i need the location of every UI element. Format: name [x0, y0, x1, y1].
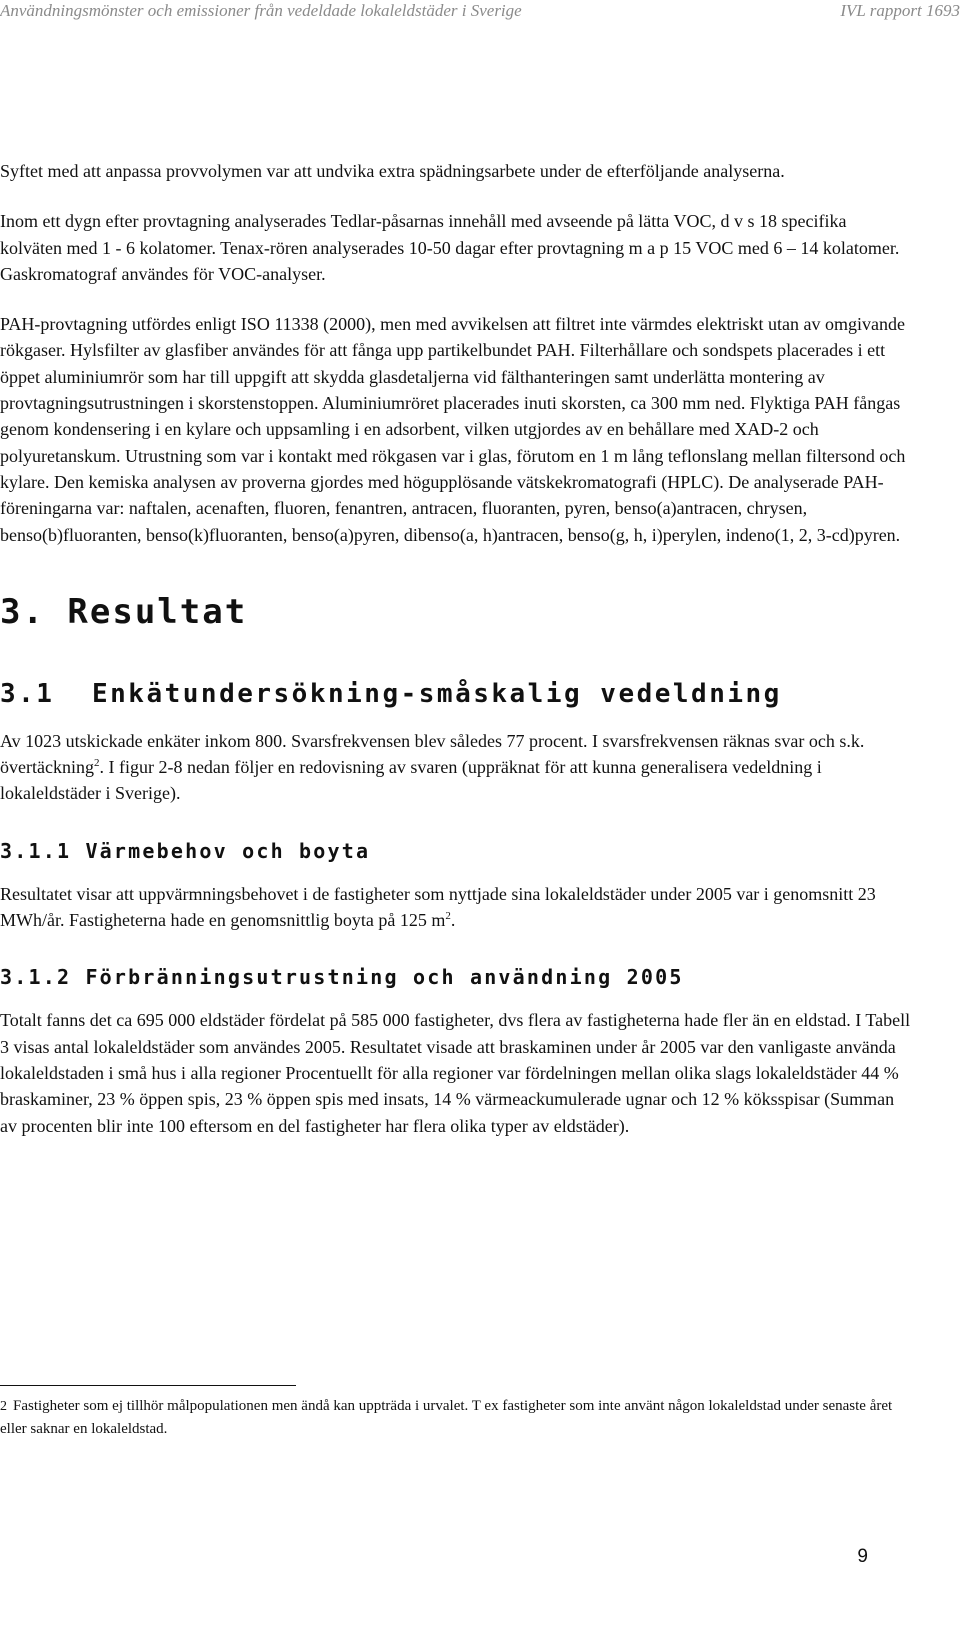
footnote-divider [0, 1385, 296, 1386]
page-body [0, 158, 912, 1163]
header-report-title: Användningsmönster och emissioner från vedeldade lokaleldstäder i Sverige [0, 1, 522, 20]
footnote-reference: 2 [93, 757, 100, 770]
running-header [0, 0, 960, 26]
paragraph-pah-sampling: PAH-provtagning utfördes enligt ISO 11338 (2000), men med avvikelsen att filtret inte värmdes elektriskt utan av omgivande rökgaser. Hylsfilter av glasfiber användes för att fånga upp partikelbundet PAH. Filterhållare och sondspets placerades i ett öppet aluminiumrör som har till uppgift att skydda glasdetaljerna vid fälthanteringen samt underlätta montering av provtagningsutrustningen i skorstenstoppen. Aluminiumröret placerades inuti skorsten, ca 300 mm ned. Flyktiga PAH fångas genom kondensering i en kylare och uppsamling i en adsorbent, vilken utgjordes av en behållare med XAD-2 och polyuretanskum. Utrustning som var i kontakt med rökgasen var i glas, förutom en 1 m lång teflonslang mellan filtersond och kylare. Den kemiska analysen av proverna gjordes med högupplösande vätskekromatografi (HPLC). De analyserade PAH-föreningarna var: naftalen, acenaften, fluoren, fenantren, antracen, fluoranten, pyren, benso(a)antracen, chrysen, benso(b)fluoranten, benso(k)fluoranten, benso(a)pyren, dibenso(a, h)antracen, benso(g, h, i)perylen, indeno(1, 2, 3-cd)pyren. [0, 314, 906, 545]
subsection-number: 3.1 [0, 678, 55, 709]
paragraph-voc-analysis: Inom ett dygn efter provtagning analyserades Tedlar-påsarnas innehåll med avseende på lätta VOC, d v s 18 specifika kolväten med 1 - 6 kolatomer. Tenax-rören analyserades 10-50 dagar efter provtagning m a p 15 VOC med 6 – 14 kolatomer. Gaskromatograf användes för VOC-analyser. [0, 211, 900, 284]
section-heading-results: 3. Resultat [0, 591, 248, 632]
footnote-text: Fastigheter som ej tillhör målpopulationen men ändå kan uppträda i urvalet. T ex fastigheter som inte använt någon lokaleldstad under senaste året eller saknar en lokaleldstad. [0, 1398, 893, 1437]
superscript-squared: 2 [445, 910, 451, 923]
subsubsection-heading-combustion-equipment: 3.1.2 Förbränningsutrustning och användning 2005 [0, 965, 684, 990]
header-report-number: IVL rapport 1693 [840, 1, 960, 20]
subsubsection-heading-heat-demand: 3.1.1 Värmebehov och boyta [0, 838, 371, 863]
footnote [0, 1395, 900, 1440]
paragraph-sample-volume: Syftet med att anpassa provvolymen var att undvika extra spädningsarbete under de efterföljande analyserna. [0, 161, 785, 181]
heat-demand-tail: . [450, 910, 456, 931]
subsection-title: Enkätundersökning-småskalig vedeldning [92, 678, 782, 709]
paragraph-survey-response [0, 728, 912, 807]
paragraph-combustion-equipment: Totalt fanns det ca 695 000 eldstäder fördelat på 585 000 fastigheter, dvs flera av fastigheterna hade fler än en eldstad. I Tabell 3 visas antal lokaleldstäder som användes 2005. Resultatet visade att braskaminen under år 2005 var den vanligaste använda lokaleldstaden i små hus i alla regioner Procentuellt för alla regioner var fördelningen mellan olika slags lokaleldstäder 44 % braskaminer, 23 % öppen spis, 23 % öppen spis med insats, 14 % värmeackumulerade ugnar och 12 % köksspisar (Summan av procenten blir inte 100 eftersom en del fastigheter har flera olika typer av eldstäder). [0, 1010, 911, 1136]
paragraph-heat-demand [0, 881, 912, 934]
subsection-heading-survey [0, 678, 912, 710]
footnote-mark: 2 [0, 1399, 7, 1414]
page-number: 9 [857, 1546, 868, 1567]
heat-demand-text: Resultatet visar att uppvärmningsbehovet i de fastigheter som nyttjade sina lokaleldstäder under 2005 var i genomsnitt 23 MWh/år. Fastigheterna hade en genomsnittlig boyta på 125 m [0, 883, 876, 931]
survey-text-start: Av 1023 utskickade enkäter inkom 800. Svarsfrekvensen blev således 77 procent. I svarsfrekvensen räknas svar och s.k. övertäckning [0, 730, 865, 778]
survey-text-end: . I figur 2-8 nedan följer en redovisning av svaren (uppräknat för att kunna generalisera vedeldning i lokaleldstäder i Sverige). [0, 757, 822, 804]
